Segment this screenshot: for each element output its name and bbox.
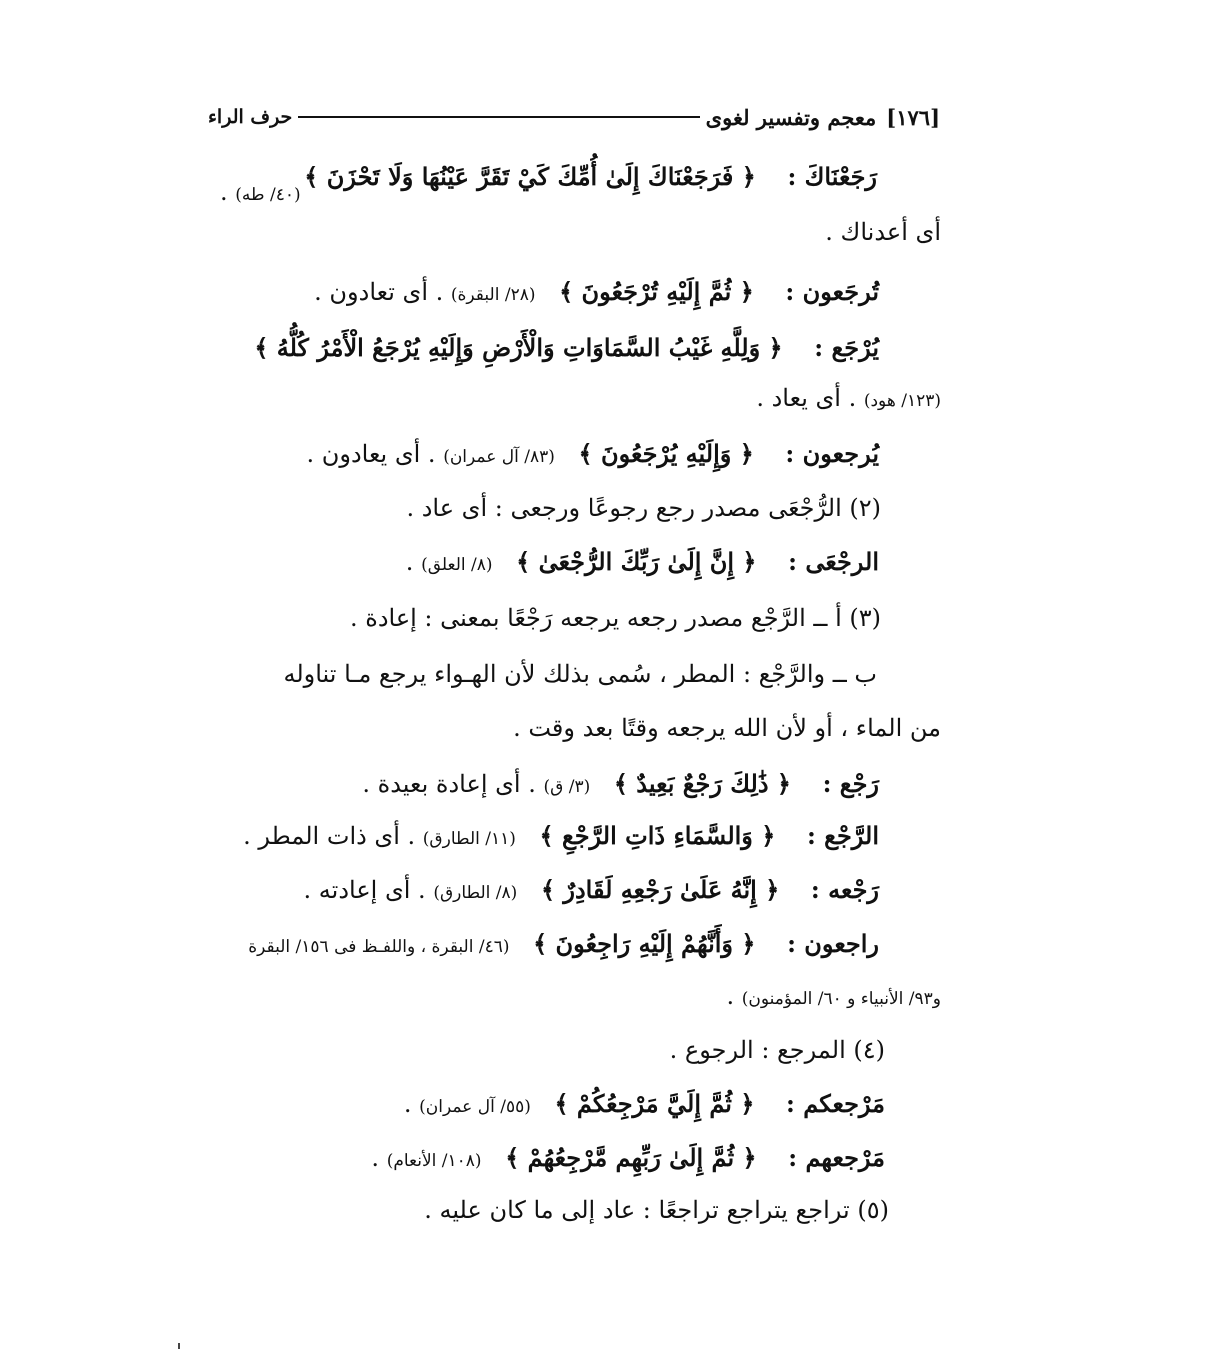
- entry-text: . أى ذات المطر .: [243, 822, 416, 850]
- section-title: حرف الراء: [208, 106, 293, 128]
- entry-line: [306, 434, 879, 477]
- entry-text: . أى يعادون .: [306, 440, 436, 468]
- verse-reference: (٥٥/ آل عمران): [419, 1097, 531, 1117]
- entry-line: [726, 976, 941, 1019]
- entry-line: [404, 1084, 885, 1127]
- verse-reference: (٨٣/ آل عمران): [443, 447, 555, 467]
- verse-reference: (١٠٨/ الأنعام): [386, 1151, 482, 1171]
- entry-headword: مَرْجعكم :: [786, 1089, 885, 1118]
- entry-line: [304, 157, 877, 197]
- quran-quote: ﴿ فَرَجَعْنَاكَ إِلَىٰ أُمِّكَ كَيْ تَقَرَّ عَيْنُهَا وَلَا تَحْزَنَ ﴾: [304, 162, 756, 191]
- quran-quote: ﴿ وَلِلَّهِ غَيْبُ السَّمَاوَاتِ وَالْأَرْضِ وَإِلَيْهِ يُرْجَعُ الْأَمْرُ كُلُّهُ ﴾: [254, 333, 783, 362]
- entry-headword: تُرجَعون :: [785, 277, 879, 306]
- text-line: من الماء ، أو لأن الله يرجعه وقتًا بعد وقت .: [513, 714, 941, 742]
- text-line: (٢) الرُّجْعَى مصدر رجع رجوعًا ورجعى : أى عاد .: [406, 494, 881, 522]
- verse-reference: و٩٣/ الأنبياء و ٦٠/ المؤمنون): [741, 989, 941, 1009]
- running-header: [208, 100, 940, 134]
- quran-quote: ﴿ وَأَنَّهُمْ إِلَيْهِ رَاجِعُونَ ﴾: [533, 929, 756, 958]
- entry-headword: الرجْعَى :: [788, 547, 879, 576]
- text-line: (٣) أ ــ الرَّجْع مصدر رجعه يرجعه رَجْعًا بمعنى : إعادة .: [349, 604, 881, 632]
- entry-line: [314, 272, 879, 315]
- entry-text: . أى تعادون .: [314, 278, 444, 306]
- verse-reference: (٢٨/ البقرة): [450, 285, 536, 305]
- entry-headword: رَجْع :: [822, 769, 879, 798]
- verse-reference: (٤٦/ البقرة ، واللفـظ فى ١٥٦/ البقرة: [248, 937, 510, 957]
- entry-text: . أى إعادته .: [303, 876, 426, 904]
- quran-quote: ﴿ ثُمَّ إِلَيْهِ تُرْجَعُونَ ﴾: [559, 277, 754, 306]
- book-title: معجم وتفسير لغوى: [705, 104, 877, 130]
- entry-line: [220, 172, 301, 215]
- quran-quote: ﴿ ثُمَّ إِلَيَّ مَرْجِعُكُمْ ﴾: [554, 1089, 755, 1118]
- entry-text: .: [403, 1090, 412, 1118]
- entry-headword: راجعون :: [787, 929, 879, 958]
- text-line: (٥) تراجع يتراجع تراجعًا : عاد إلى ما كان عليه .: [424, 1196, 889, 1224]
- header-rule: [298, 116, 699, 118]
- entry-headword: مَرْجعهم :: [788, 1143, 885, 1172]
- entry-text: . أى إعادة بعيدة .: [362, 770, 536, 798]
- entry-line: [243, 816, 879, 859]
- quran-quote: ﴿ ثُمَّ إِلَىٰ رَبِّهِم مَّرْجِعُهُمْ ﴾: [505, 1143, 757, 1172]
- quran-quote: ﴿ وَالسَّمَاءِ ذَاتِ الرَّجْعِ ﴾: [539, 821, 776, 850]
- entry-line: [254, 328, 879, 368]
- quran-quote: ﴿ وَإِلَيْهِ يُرْجَعُونَ ﴾: [578, 439, 754, 468]
- verse-reference: (١٢٣/ هود): [863, 391, 941, 411]
- verse-reference: (٣/ ق): [543, 777, 591, 797]
- entry-line: [756, 378, 941, 421]
- verse-reference: (٨/ الطارق): [433, 883, 518, 903]
- quran-quote: ﴿ إِنَّهُ عَلَىٰ رَجْعِهِ لَقَادِرٌ ﴾: [540, 875, 780, 904]
- entry-text: .: [405, 548, 414, 576]
- entry-line: [304, 870, 879, 913]
- verse-reference: (٤٠/ طه): [235, 185, 301, 205]
- verse-reference: (١١/ الطارق): [422, 829, 516, 849]
- entry-headword: رَجَعْنَاكَ :: [787, 162, 877, 191]
- entry-headword: يُرجعون :: [785, 439, 879, 468]
- entry-line: [371, 1138, 885, 1181]
- entry-headword: رَجْعه :: [810, 875, 879, 904]
- text-line: (٤) المرجع : الرجوع .: [669, 1036, 885, 1064]
- quran-quote: ﴿ إِنَّ إِلَىٰ رَبِّكَ الرُّجْعَىٰ ﴾: [516, 547, 757, 576]
- quran-quote: ﴿ ذَٰلِكَ رَجْعٌ بَعِيدٌ ﴾: [613, 769, 791, 798]
- entry-text: .: [726, 982, 735, 1010]
- scan-speck: [178, 1343, 180, 1349]
- entry-line: [248, 924, 879, 967]
- verse-reference: (٨/ العلق): [421, 555, 493, 575]
- entry-headword: يُرْجَع :: [814, 333, 879, 362]
- entry-line: [362, 764, 879, 807]
- entry-line: [406, 542, 879, 585]
- entry-text: . أى يعاد .: [756, 384, 857, 412]
- entry-headword: الرَّجْع :: [806, 821, 879, 850]
- entry-text: .: [371, 1144, 380, 1172]
- text-line: ب ــ والرَّجْع : المطر ، سُمى بذلك لأن الهـواء يرجع مـا تناوله: [283, 660, 877, 688]
- page-number: [١٧٦]: [886, 104, 940, 130]
- entry-text: .: [220, 178, 228, 206]
- text-line: أى أعدناك .: [825, 218, 941, 246]
